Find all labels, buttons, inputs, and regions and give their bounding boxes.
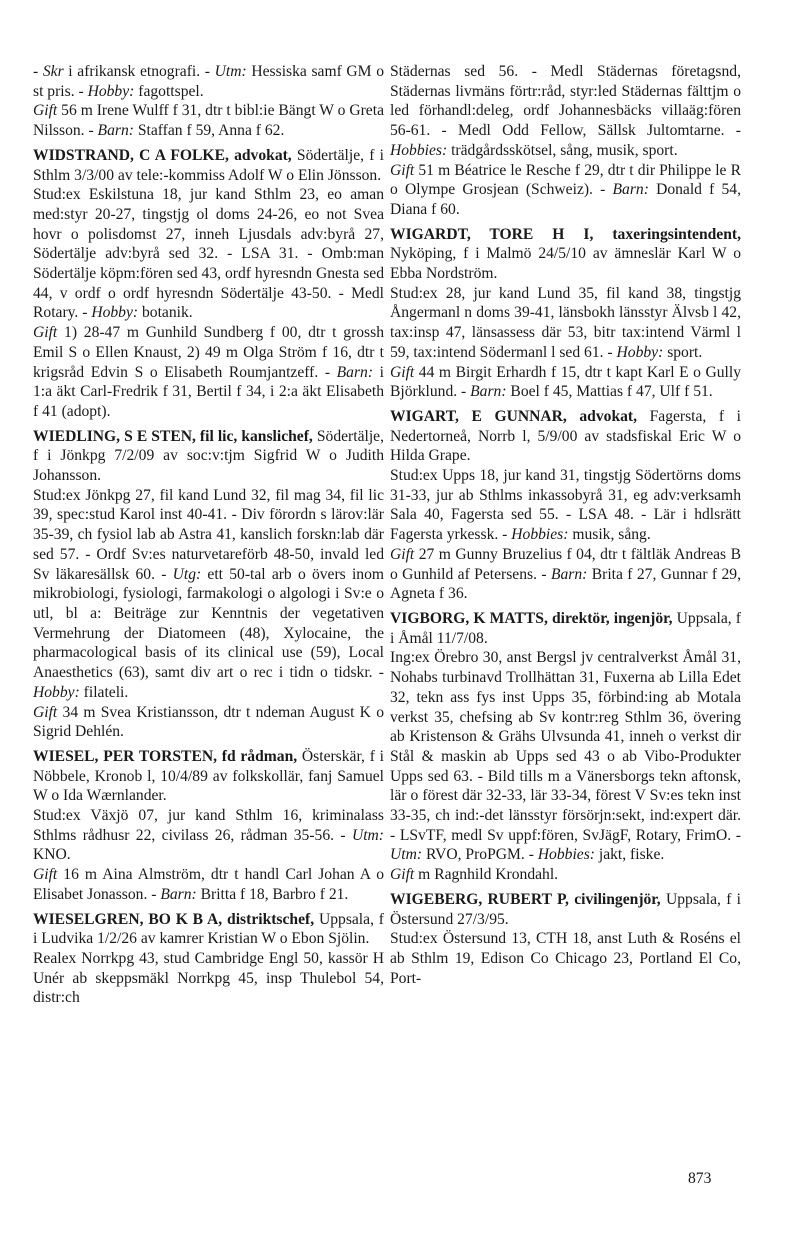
entry-heading: WIGART, E GUNNAR, advokat, <box>390 407 638 425</box>
entry-family: Gift 34 m Svea Kristiansson, dtr t ndeman August K o Sigrid Dehlén. <box>33 703 384 741</box>
entry-career: Stud:ex Eskilstuna 18, jur kand Sthlm 23, eo aman med:styr 20-27, tingstjg ol doms 24-26, eo not Svea hovr o polisdomst 27, inneh Ljusdals adv:byrå 27, Södertälje adv:byrå sed 32. - LSA 31. - Omb:man Södertälje köpm:fören sed 43, ordf hyresndn Gnesta sed 44, v ordf o ordf hyresndn Södertälje 43-50. - Medl Rotary. - Hobby: botanik. <box>33 186 384 322</box>
entry-wieselgren: WIESELGREN, BO K B A, distriktschef, Uppsala, f i Ludvika 1/2/26 av kamrer Kristian W o Ebon Sjölin. <box>33 910 384 948</box>
entry-family: Gift 44 m Birgit Erhardh f 15, dtr t kapt Karl E o Gully Björklund. - Barn: Boel f 45, Mattias f 47, Ulf f 51. <box>390 363 741 401</box>
entry-career: Stud:ex Jönkpg 27, fil kand Lund 32, fil mag 34, fil lic 39, spec:stud Karol inst 40-41. - Div förordn s lärov:lär 35-39, ch fysiol lab ab Astra 41, kanslich forskn:lab där sed 57. - Ordf Sv:es naturvetareförb 48-50, invald led Sv läkaresällsk 60. - Utg: ett 50-tal arb o övers inom mikrobiologi, fysiologi, farmakologi o algologi i Sv:e o utl, bl a: Beiträge zur Kenntnis der vegetativen Vermehrung der Diatomeen (48), Xylocaine, the pharmacological basis of its clinical use (59), Local Anaesthetics (63), samt div art o rec i tidn o tidskr. - Hobby: filateli. <box>33 486 385 701</box>
entry-career: Stud:ex 28, jur kand Lund 35, fil kand 38, tingstjg Ångermanl n doms 39-41, länsbokh länsstyr Älvsb l 42, tax:insp 47, länsassess där 53, bitr tax:intend Värml l 59, tax:intend Södermanl l sed 61. - Hobby: sport. <box>390 284 741 361</box>
entry-heading: WIEDLING, S E STEN, fil lic, kanslichef, <box>33 427 313 445</box>
entry-continuation: Städernas sed 56. - Medl Städernas företagsnd, Städernas livmäns förtr:råd, styr:led Städernas fälttjm o led förhandl:deleg, ordf Johannesbäcks villaäg:fören 56-61. - Medl Odd Fellow, Sällsk Jultomtarne. - Hobbies: trädgårdsskötsel, sång, musik, sport. <box>390 63 741 159</box>
entry-wigeberg: WIGEBERG, RUBERT P, civilingenjör, Uppsala, f i Östersund 27/3/95. <box>390 890 741 928</box>
entry-career: Ing:ex Örebro 30, anst Bergsl jv centralverkst Åmål 31, Nohabs turbinavd Trollhättan 31, Fuxerna ab Lilla Edet 32, tekn ass fys inst Upps 35, förbind:ing ab Motala verkst 35, chefsing ab Sv kontr:reg Sthlm 36, övering ab Kristenson & Grähs Ulvsunda 41, inneh o verkst dir Stål & maskin ab Upps sed 43 o ab Vibo-Produkter Upps sed 63. - Bild tills m a Vänersborgs tekn aftonsk, lär o förest där 32-33, lär 33-34, förest V Sv:es tekn inst 33-35, ch ind:-det länsstyr försörjn:sekt, ind:expert där. - LSvTF, medl Sv uppf:fören, SvJägF, Rotary, FrimO. - Utm: RVO, ProPGM. - Hobbies: jakt, fiske. <box>390 649 741 864</box>
entry-wiesel: WIESEL, PER TORSTEN, fd rådman, Österskär, f i Nöbbele, Kronob l, 10/4/89 av folkskollär, fanj Samuel W o Ida Wærnlander. <box>33 747 384 805</box>
entry-heading: WIGARDT, TORE H I, taxeringsintendent, <box>390 225 741 243</box>
entry-vigborg: VIGBORG, K MATTS, direktör, ingenjör, Uppsala, f i Åmål 11/7/08. <box>390 609 741 647</box>
left-column <box>33 62 384 1008</box>
entry-family: Gift 16 m Aina Almström, dtr t handl Carl Johan A o Elisabet Jonasson. - Barn: Britta f 18, Barbro f 21. <box>33 866 384 903</box>
entry-heading: WIESELGREN, BO K B A, distriktschef, <box>33 910 315 928</box>
entry-heading: WIGEBERG, RUBERT P, civilingenjör, <box>390 890 661 908</box>
entry-family: Gift 51 m Béatrice le Resche f 29, dtr t dir Philippe le R o Olympe Grosjean (Schweiz). - Barn: Donald f 54, Diana f 60. <box>390 161 741 218</box>
entry-heading: VIGBORG, K MATTS, direktör, ingenjör, <box>390 609 673 627</box>
entry-wigart: WIGART, E GUNNAR, advokat, Fagersta, f i Nedertorneå, Norrb l, 5/9/00 av stadsfiskal Eric W o Hilda Grape. <box>390 407 742 465</box>
entry-heading: WIESEL, PER TORSTEN, fd rådman, <box>33 747 298 765</box>
page-number: 873 <box>688 1170 712 1187</box>
entry-heading: WIDSTRAND, C A FOLKE, advokat, <box>33 146 292 164</box>
entry-family: Gift 56 m Irene Wulff f 31, dtr t bibl:ie Bängt W o Greta Nilsson. - Barn: Staffan f 59, Anna f 62. <box>33 102 384 140</box>
right-column <box>390 62 741 988</box>
entry-career: Realex Norrkpg 43, stud Cambridge Engl 50, kassör H Unér ab skeppsmäkl Norrkpg 45, insp Thulebol 54, distr:ch <box>33 949 384 1007</box>
entry-family: Gift 1) 28-47 m Gunhild Sundberg f 00, dtr t grossh Emil S o Ellen Knaust, 2) 49 m Olga Ström f 16, dtr t krigsråd Edvin S o Elisabeth Roumjantzeff. - Barn: i 1:a äkt Carl-Fredrik f 31, Bertil f 34, i 2:a äkt Elisabeth f 41 (adopt). <box>33 324 384 420</box>
entry-wigardt: WIGARDT, TORE H I, taxeringsintendent, Nyköping, f i Malmö 24/5/10 av ämneslär Karl W o Ebba Nordström. <box>390 225 741 283</box>
entry-widstrand: WIDSTRAND, C A FOLKE, advokat, Södertälje, f i Sthlm 3/3/00 av tele:-kommiss Adolf W o Elin Jönsson. <box>33 146 384 184</box>
entry-continuation: - Skr i afrikansk etnografi. - Utm: Hessiska samf GM o st pris. - Hobby: fagottspel. <box>33 63 384 100</box>
entry-career: Stud:ex Östersund 13, CTH 18, anst Luth & Roséns el ab Sthlm 19, Edison Co Chicago 23, Portland El Co, Port- <box>390 930 741 987</box>
entry-wiedling: WIEDLING, S E STEN, fil lic, kanslichef, Södertälje, f i Jönkpg 7/2/09 av soc:v:tjm Sigfrid W o Judith Johansson. <box>33 427 384 485</box>
entry-career: Stud:ex Växjö 07, jur kand Sthlm 16, kriminalass Sthlms rådhusr 22, civilass 26, rådman 35-56. - Utm: KNO. <box>33 807 384 864</box>
entry-family: Gift m Ragnhild Krondahl. <box>390 866 559 884</box>
entry-career: Stud:ex Upps 18, jur kand 31, tingstjg Södertörns doms 31-33, jur ab Sthlms inkassobyrå 31, eg adv:verksamh Sala 40, Fagersta sed 55. - LSA 48. - Lär i hdlsrätt Fagersta yrkessk. - Hobbies: musik, sång. <box>390 467 741 544</box>
entry-family: Gift 27 m Gunny Bruzelius f 04, dtr t fältläk Andreas B o Gunhild af Petersens. - Barn: Brita f 27, Gunnar f 29, Agneta f 36. <box>390 545 741 603</box>
